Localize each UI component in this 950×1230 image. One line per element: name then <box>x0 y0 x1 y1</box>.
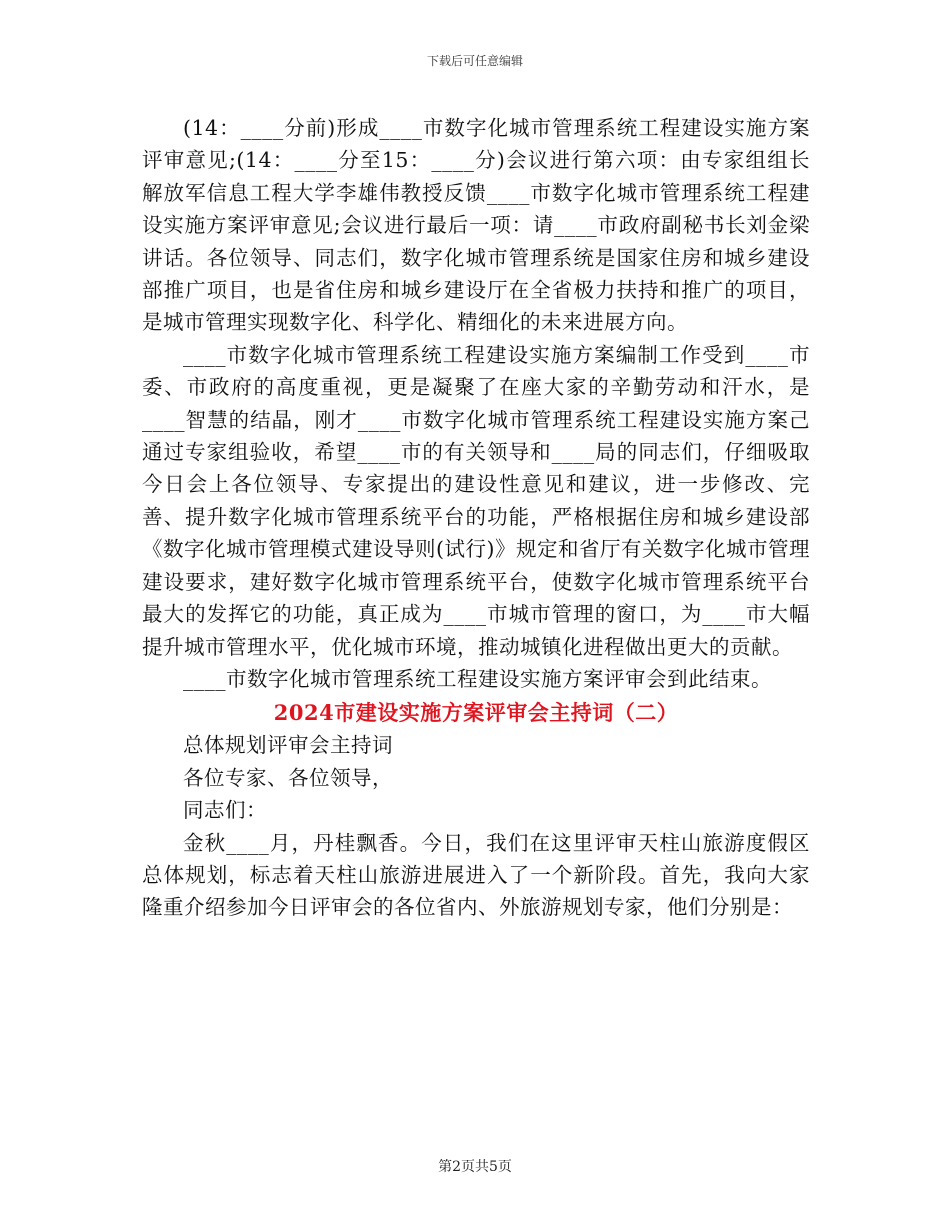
paragraph: 金秋____月，丹桂飘香。今日，我们在这里评审天柱山旅游度假区总体规划，标志着天柱山旅游进展进入了一个新阶段。首先，我向大家隆重介绍参加今日评审会的各位省内、外旅游规划专家，他们分别是： <box>142 830 810 920</box>
paragraph: 总体规划评审会主持词 <box>183 733 393 758</box>
page-footer: 第2页共5页 <box>438 1159 512 1175</box>
document-body <box>142 112 810 924</box>
section-title: 2024市建设实施方案评审会主持词（二） <box>273 700 679 726</box>
paragraph: 各位专家、各位领导， <box>183 765 393 790</box>
paragraph: ____市数字化城市管理系统工程建设实施方案评审会到此结束。 <box>183 666 772 691</box>
page-header: 下载后可任意编辑 <box>426 54 523 68</box>
paragraph: (14：____分前)形成____市数字化城市管理系统工程建设实施方案评审意见;(14：____分至15：____分)会议进行第六项：由专家组组长解放军信息工程大学李雄伟教授反馈____市数字化城市管理系统工程建设实施方案评审意见;会议进行最后一项：请____市政府副秘书长刘金梁讲话。各位领导、同志们，数字化城市管理系统是国家住房和城乡建设部推广项目，也是省住房和城乡建设厅在全省极力扶持和推广的项目，是城市管理实现数字化、科学化、精细化的未来进展方向。 <box>142 116 810 335</box>
paragraph: 同志们： <box>183 798 267 823</box>
paragraph: ____市数字化城市管理系统工程建设实施方案编制工作受到____市委、市政府的高度重视，更是凝聚了在座大家的辛勤劳动和汗水，是____智慧的结晶，刚才____市数字化城市管理系统工程建设实施方案己通过专家组验收，希望____市的有关领导和____局的同志们，仔细吸取今日会上各位领导、专家提出的建设性意见和建议，进一步修改、完善、提升数字化城市管理系统平台的功能，严格根据住房和城乡建设部《数字化城市管理模式建设导则(试行)》规定和省厅有关数字化城市管理建设要求，建好数字化城市管理系统平台，使数字化城市管理系统平台最大的发挥它的功能，真正成为____市城市管理的窗口，为____市大幅提升城市管理水平，优化城市环境，推动城镇化进程做出更大的贡献。 <box>142 342 810 659</box>
